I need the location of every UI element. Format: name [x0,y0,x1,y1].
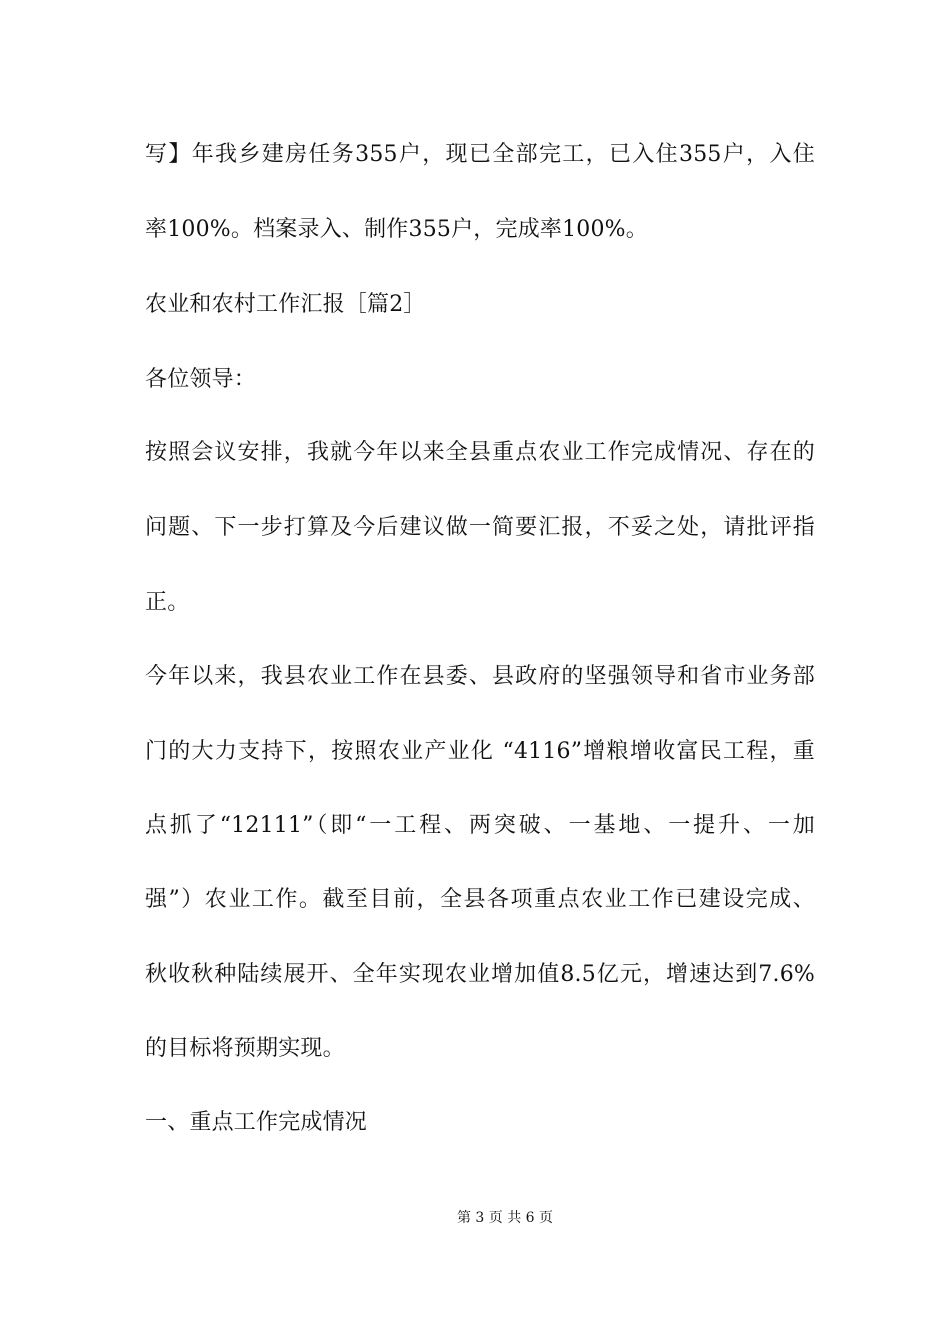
body-text-line: 门的大力支持下，按照农业产业化 “4116”增粮增收富民工程，重 [145,739,815,764]
body-text-line: 强”）农业工作。截至目前，全县各项重点农业工作已建设完成、 [145,887,815,912]
body-text-line: 正。 [145,590,190,615]
page-number-footer: 第 3 页 共 6 页 [456,1210,554,1226]
subsection-heading: 一、重点工作完成情况 [145,1110,368,1135]
body-text-line: 率100%。档案录入、制作355户，完成率100%。 [145,217,648,242]
body-text-line: 写】年我乡建房任务355户，现已全部完工，已入住355户，入住 [145,142,815,167]
body-text-line: 问题、下一步打算及今后建议做一简要汇报，不妥之处，请批评指 [145,515,815,540]
body-text-line: 今年以来，我县农业工作在县委、县政府的坚强领导和省市业务部 [145,664,815,689]
body-text-line: 点抓了“12111”（即“一工程、两突破、一基地、一提升、一加 [145,813,815,838]
body-text-line: 按照会议安排，我就今年以来全县重点农业工作完成情况、存在的 [145,440,815,465]
salutation: 各位领导： [145,367,257,392]
body-text-line: 的目标将预期实现。 [145,1036,345,1061]
section-heading: 农业和农村工作汇报［篇2］ [145,292,426,317]
body-text-line: 秋收秋种陆续展开、全年实现农业增加值8.5亿元，增速达到7.6% [145,962,815,987]
